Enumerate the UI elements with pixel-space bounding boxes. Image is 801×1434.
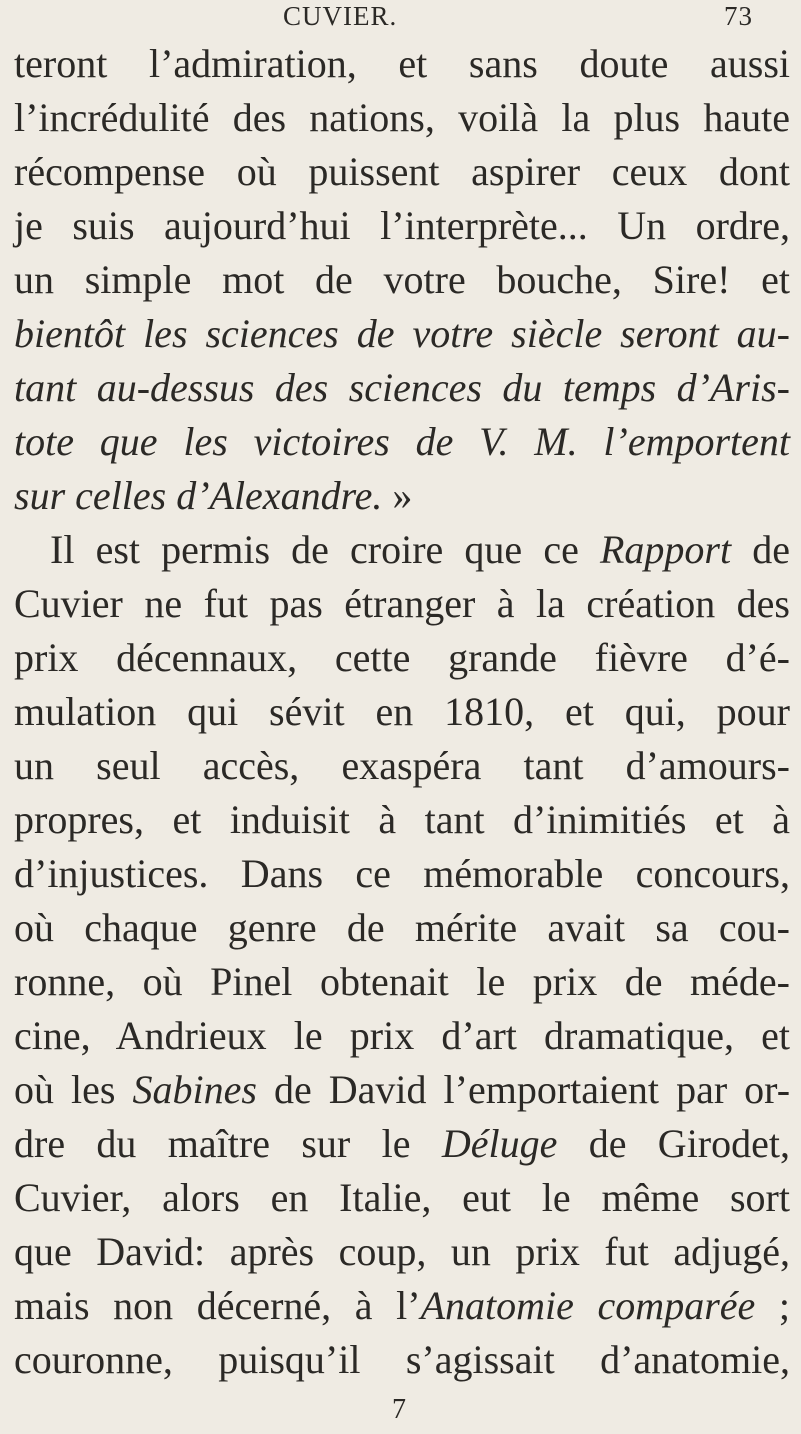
text-segment: l’incrédulité des nations, voilà la plus haute (14, 95, 790, 140)
text-segment: de Girodet, (557, 1121, 790, 1166)
text-line (14, 91, 790, 145)
italic-text: sur celles d’Alexandre. (14, 473, 383, 518)
text-segment: où les (14, 1067, 133, 1112)
text-segment: propres, et induisit à tant d’inimitiés et à (14, 797, 790, 842)
italic-text: tote que les victoires de V. M. l’emportent (14, 419, 790, 464)
text-segment: un simple mot de votre bouche, Sire! et (14, 257, 790, 302)
text-segment: d’injustices. Dans ce mémorable concours, (14, 851, 790, 896)
text-line (14, 37, 790, 91)
text-segment: cine, Andrieux le prix d’art dramatique, et (14, 1013, 790, 1058)
text-segment: Cuvier, alors en Italie, eut le même sort (14, 1175, 790, 1220)
text-line (14, 523, 790, 577)
body-text (14, 37, 790, 1387)
text-segment: Il est permis de croire que ce (50, 527, 600, 572)
text-line (14, 199, 790, 253)
text-segment: récompense où puissent aspirer ceux dont (14, 149, 790, 194)
text-line (14, 253, 790, 307)
text-segment: prix décennaux, cette grande fièvre d’é- (14, 635, 790, 680)
text-segment (574, 1283, 598, 1328)
text-segment: de (731, 527, 790, 572)
text-segment: où chaque genre de mérite avait sa cou- (14, 905, 790, 950)
text-line (14, 739, 790, 793)
text-line (14, 307, 790, 361)
italic-text: Déluge (441, 1121, 558, 1166)
text-line (14, 685, 790, 739)
italic-text: Sabines (132, 1067, 257, 1112)
italic-text: bientôt les sciences de votre siècle seront au- (14, 311, 790, 356)
text-line (14, 145, 790, 199)
text-line (14, 847, 790, 901)
running-head: CUVIER. (283, 1, 398, 31)
text-line (14, 1063, 790, 1117)
text-segment: je suis aujourd’hui l’interprète... Un ordre, (14, 203, 790, 248)
text-line (14, 1279, 790, 1333)
italic-text: tant au-dessus des sciences du temps d’Aris- (14, 365, 790, 410)
text-segment: couronne, puisqu’il s’agissait d’anatomie, (14, 1337, 790, 1382)
text-segment: dre du maître sur le (14, 1121, 442, 1166)
text-segment: mais non décerné, à l’ (14, 1283, 421, 1328)
text-line (14, 1009, 790, 1063)
text-line (14, 577, 790, 631)
text-line (14, 361, 790, 415)
text-line (14, 469, 790, 523)
text-segment: un seul accès, exaspéra tant d’amours- (14, 743, 790, 788)
text-line (14, 901, 790, 955)
text-segment: de David l’emportaient par or- (256, 1067, 791, 1112)
text-line (14, 793, 790, 847)
text-segment: que David: après coup, un prix fut adjugé, (14, 1229, 790, 1274)
text-line (14, 631, 790, 685)
text-segment: ; (755, 1283, 791, 1328)
italic-text: Anatomie (420, 1283, 574, 1328)
text-line (14, 415, 790, 469)
italic-text: Rapport (599, 527, 732, 572)
italic-text: comparée (597, 1283, 756, 1328)
text-line (14, 955, 790, 1009)
text-segment: teront l’admiration, et sans doute aussi (14, 41, 790, 86)
page-number: 73 (724, 1, 753, 31)
text-segment: Cuvier ne fut pas étranger à la création des (14, 581, 790, 626)
text-segment: » (382, 473, 413, 518)
text-segment: mulation qui sévit en 1810, et qui, pour (14, 689, 790, 734)
text-line (14, 1117, 790, 1171)
signature-mark: 7 (392, 1394, 406, 1425)
text-line (14, 1333, 790, 1387)
text-line (14, 1171, 790, 1225)
text-segment: ronne, où Pinel obtenait le prix de méde- (14, 959, 790, 1004)
text-line (14, 1225, 790, 1279)
